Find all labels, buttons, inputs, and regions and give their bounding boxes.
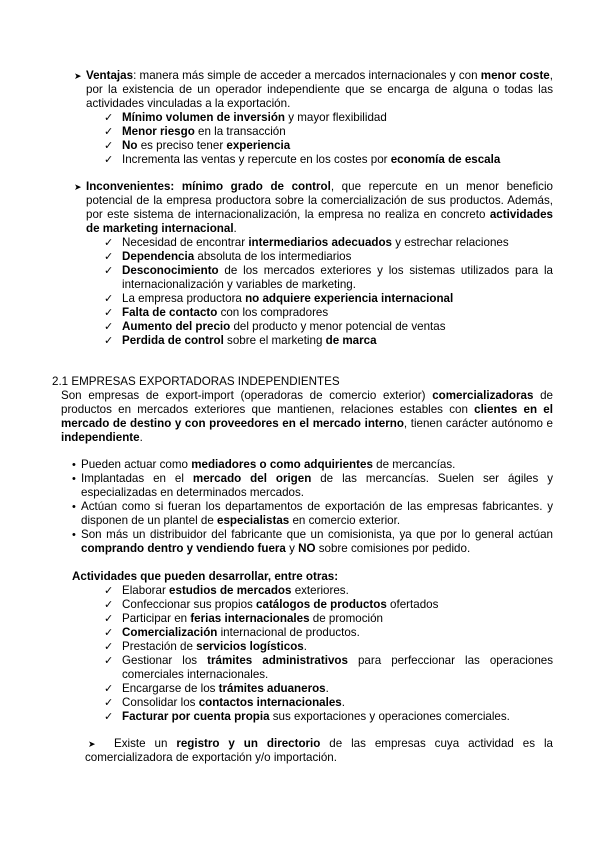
actividad-item: Participar en ferias internacionales de promoción xyxy=(122,612,383,625)
check-icon: ✓ xyxy=(104,598,114,611)
check-icon: ✓ xyxy=(104,584,114,597)
check-icon: ✓ xyxy=(104,654,114,667)
bullet-item: Implantadas en el mercado del origen de las mercancías. Suelen ser ágiles y especializadas en determinados mercados. xyxy=(81,472,554,499)
inconvenientes-item: La empresa productora no adquiere experiencia internacional xyxy=(122,292,454,305)
check-icon: ✓ xyxy=(104,236,114,249)
check-icon: ✓ xyxy=(104,111,114,124)
actividad-item: Encargarse de los trámites aduaneros. xyxy=(122,682,329,695)
check-icon: ✓ xyxy=(104,640,114,653)
actividad-item: Comercialización internacional de productos. xyxy=(122,626,360,639)
inconvenientes-label: Inconvenientes: mínimo grado de control xyxy=(86,180,331,193)
check-icon: ✓ xyxy=(104,264,114,277)
final-paragraph: Existe un registro y un directorio de las empresas cuya actividad es la comercializadora de exportación y/o importación. xyxy=(85,737,553,764)
inconvenientes-item: Dependencia absoluta de los intermediarios xyxy=(122,250,352,263)
actividad-item: Confeccionar sus propios catálogos de productos ofertados xyxy=(122,598,439,611)
ventajas-item: Menor riesgo en la transacción xyxy=(122,125,286,138)
check-icon: ✓ xyxy=(104,250,114,263)
arrow-bullet-icon: ➤ xyxy=(74,71,82,81)
check-icon: ✓ xyxy=(104,710,114,723)
check-icon: ✓ xyxy=(104,612,114,625)
actividad-item: Elaborar estudios de mercados exteriores. xyxy=(122,584,349,597)
actividad-item: Facturar por cuenta propia sus exportaciones y operaciones comerciales. xyxy=(122,710,510,723)
inconvenientes-item: Desconocimiento de los mercados exteriores y los sistemas utilizados para la internacionalización y variables de marketing. xyxy=(122,264,553,291)
ventajas-label: Ventajas xyxy=(86,69,134,82)
check-icon: ✓ xyxy=(104,626,114,639)
actividad-item: Consolidar los contactos internacionales. xyxy=(122,696,345,709)
bullet-icon: • xyxy=(72,459,76,471)
bullet-item: Actúan como si fueran los departamentos de exportación de las empresas fabricantes. y disponen de un plantel de especialistas en comercio exterior. xyxy=(81,500,553,527)
ventajas-item: Incrementa las ventas y repercute en los costes por economía de escala xyxy=(122,153,501,166)
section-heading: 2.1 EMPRESAS EXPORTADORAS INDEPENDIENTES xyxy=(52,375,340,388)
check-icon: ✓ xyxy=(104,696,114,709)
check-icon: ✓ xyxy=(104,153,114,166)
inconvenientes-paragraph: Inconvenientes: mínimo grado de control, que repercute en un menor beneficio potencial de la empresa productora sobre la comercialización de sus productos. Además, por este sistema de internacionalización, la empresa no realiza en concreto actividades de marketing internacional. xyxy=(86,180,553,235)
ventajas-item: No es preciso tener experiencia xyxy=(122,139,291,152)
ventajas-paragraph: Ventajas: manera más simple de acceder a mercados internacionales y con menor coste, por la existencia de un operador independiente que se encarga de alguna o todas las actividades vinculadas a la exportación. xyxy=(86,69,553,110)
inconvenientes-item: Necesidad de encontrar intermediarios adecuados y estrechar relaciones xyxy=(122,236,509,249)
bullet-icon: • xyxy=(72,501,76,513)
arrow-bullet-icon: ➤ xyxy=(88,739,96,749)
check-icon: ✓ xyxy=(104,334,114,347)
bullet-icon: • xyxy=(72,473,76,485)
bullet-item: Pueden actuar como mediadores o como adquirientes de mercancías. xyxy=(81,458,456,471)
actividad-item: Gestionar los trámites administrativos para perfeccionar las operaciones comerciales internacionales. xyxy=(122,654,554,681)
ventajas-item: Mínimo volumen de inversión y mayor flexibilidad xyxy=(122,111,387,124)
actividades-heading: Actividades que pueden desarrollar, entre otras: xyxy=(72,570,339,583)
check-icon: ✓ xyxy=(104,682,114,695)
actividad-item: Prestación de servicios logísticos. xyxy=(122,640,307,653)
check-icon: ✓ xyxy=(104,320,114,333)
check-icon: ✓ xyxy=(104,292,114,305)
check-icon: ✓ xyxy=(104,306,114,319)
section-intro: Son empresas de export-import (operadoras de comercio exterior) comercializadoras de productos en mercados exteriores que mantienen, relaciones estables con clientes en el mercado de destino y con proveedores en el mercado interno, tienen carácter autónomo e independiente. xyxy=(61,389,553,444)
check-icon: ✓ xyxy=(104,139,114,152)
bullet-icon: • xyxy=(72,529,76,541)
inconvenientes-item: Falta de contacto con los compradores xyxy=(122,306,329,319)
inconvenientes-item: Perdida de control sobre el marketing de marca xyxy=(122,334,377,347)
arrow-bullet-icon: ➤ xyxy=(74,182,82,192)
check-icon: ✓ xyxy=(104,125,114,138)
bullet-item: Son más un distribuidor del fabricante que un comisionista, ya que por lo general actúan comprando dentro y vendiendo fuera y NO sobre comisiones por pedido. xyxy=(81,528,553,555)
inconvenientes-item: Aumento del precio del producto y menor potencial de ventas xyxy=(122,320,446,333)
